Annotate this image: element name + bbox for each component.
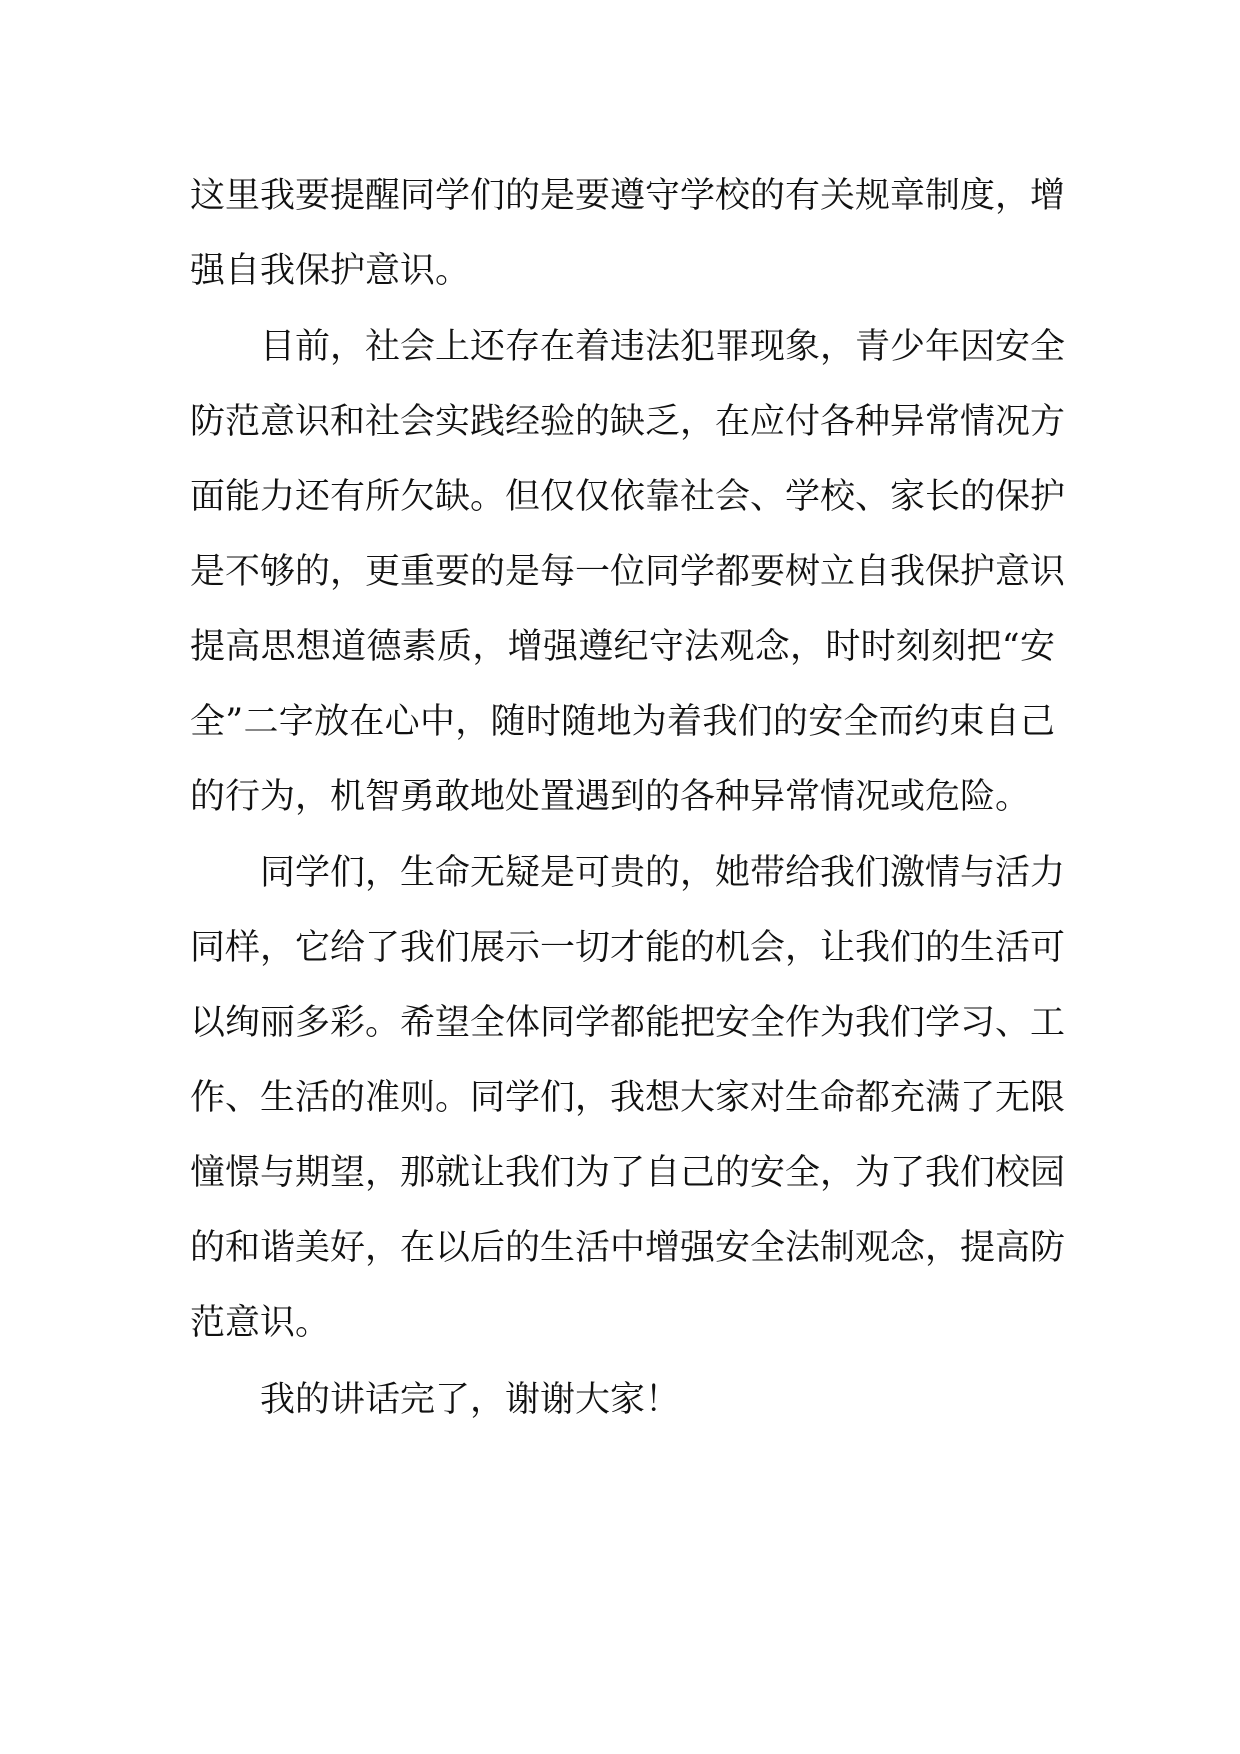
paragraph-3-line-7: 范意识。 bbox=[190, 1303, 331, 1343]
paragraph-2-line-5: 提高思想道德素质，增强遵纪守法观念，时时刻刻把“安 bbox=[190, 627, 1055, 667]
paragraph-2-line-7: 的行为，机智勇敢地处置遇到的各种异常情况或危险。 bbox=[190, 777, 1031, 817]
paragraph-2-line-4: 是不够的，更重要的是每一位同学都要树立自我保护意识 bbox=[190, 552, 1066, 592]
paragraph-2-line-6: 全”二字放在心中，随时随地为着我们的安全而约束自己 bbox=[190, 702, 1055, 742]
paragraph-2-line-3: 面能力还有所欠缺。但仅仅依靠社会、学校、家长的保护 bbox=[190, 477, 1066, 517]
paragraph-3-line-1: 同学们，生命无疑是可贵的，她带给我们激情与活力 bbox=[260, 853, 1066, 893]
paragraph-2-line-2: 防范意识和社会实践经验的缺乏，在应付各种异常情况方 bbox=[190, 402, 1066, 442]
paragraph-1-line-2: 强自我保护意识。 bbox=[190, 251, 471, 291]
paragraph-1-line-1: 这里我要提醒同学们的是要遵守学校的有关规章制度，增 bbox=[190, 176, 1066, 216]
paragraph-3-line-2: 同样，它给了我们展示一切才能的机会，让我们的生活可 bbox=[190, 928, 1066, 968]
paragraph-2-line-1: 目前，社会上还存在着违法犯罪现象，青少年因安全 bbox=[260, 327, 1066, 367]
paragraph-3-line-4: 作、生活的准则。同学们，我想大家对生命都充满了无限 bbox=[190, 1078, 1066, 1118]
paragraph-3-line-6: 的和谐美好，在以后的生活中增强安全法制观念，提高防 bbox=[190, 1228, 1066, 1268]
paragraph-3-line-5: 憧憬与期望，那就让我们为了自己的安全，为了我们校园 bbox=[190, 1153, 1066, 1193]
paragraph-3-line-3: 以绚丽多彩。希望全体同学都能把安全作为我们学习、工 bbox=[190, 1003, 1066, 1043]
paragraph-4-line-1: 我的讲话完了，谢谢大家！ bbox=[260, 1380, 681, 1420]
